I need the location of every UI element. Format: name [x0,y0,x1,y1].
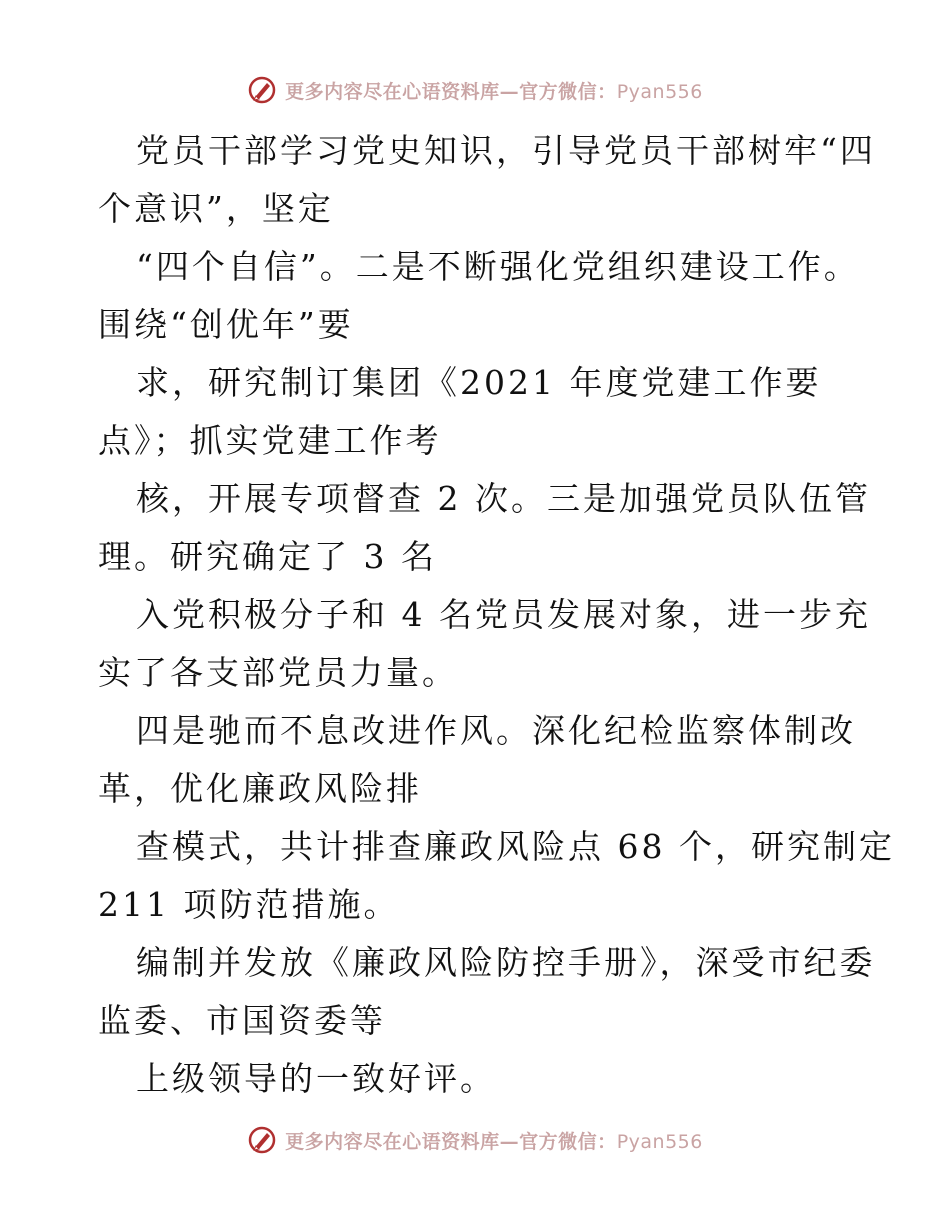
watermark-text: 更多内容尽在心语资料库—官方微信：Pyan556 [285,80,703,103]
text-line: 点》；抓实党建工作考 [98,421,442,460]
text-line: 四是驰而不息改进作风。深化纪检监察体制改 [136,711,856,750]
text-line: 核，开展专项督查 2 次。三是加强党员队伍管 [136,479,871,518]
text-line: 党员干部学习党史知识，引导党员干部树牢“四 [136,131,876,170]
text-line: 求，研究制订集团《2021 年度党建工作要 [136,363,822,402]
text-line: 围绕“创优年”要 [98,305,354,344]
text-line: “四个自信”。二是不断强化党组织建设工作。 [136,247,860,286]
text-line: 编制并发放《廉政风险防控手册》，深受市纪委 [136,943,876,982]
text-line: 革，优化廉政风险排 [98,769,422,808]
pen-logo-icon [247,1125,277,1155]
text-line: 个意识”，坚定 [98,189,334,228]
text-line: 实了各支部党员力量。 [98,653,458,692]
document-body [98,122,895,1108]
watermark-text: 更多内容尽在心语资料库—官方微信：Pyan556 [285,1130,703,1153]
text-line: 211 项防范措施。 [98,885,400,924]
text-line: 入党积极分子和 4 名党员发展对象，进一步充 [136,595,871,634]
text-line: 理。研究确定了 3 名 [98,537,437,576]
text-line: 上级领导的一致好评。 [136,1059,496,1098]
watermark-header [0,70,950,110]
watermark-footer [0,1120,950,1160]
pen-logo-icon [247,75,277,105]
text-line: 监委、市国资委等 [98,1001,386,1040]
text-line: 查模式，共计排查廉政风险点 68 个，研究制定 [136,827,895,866]
